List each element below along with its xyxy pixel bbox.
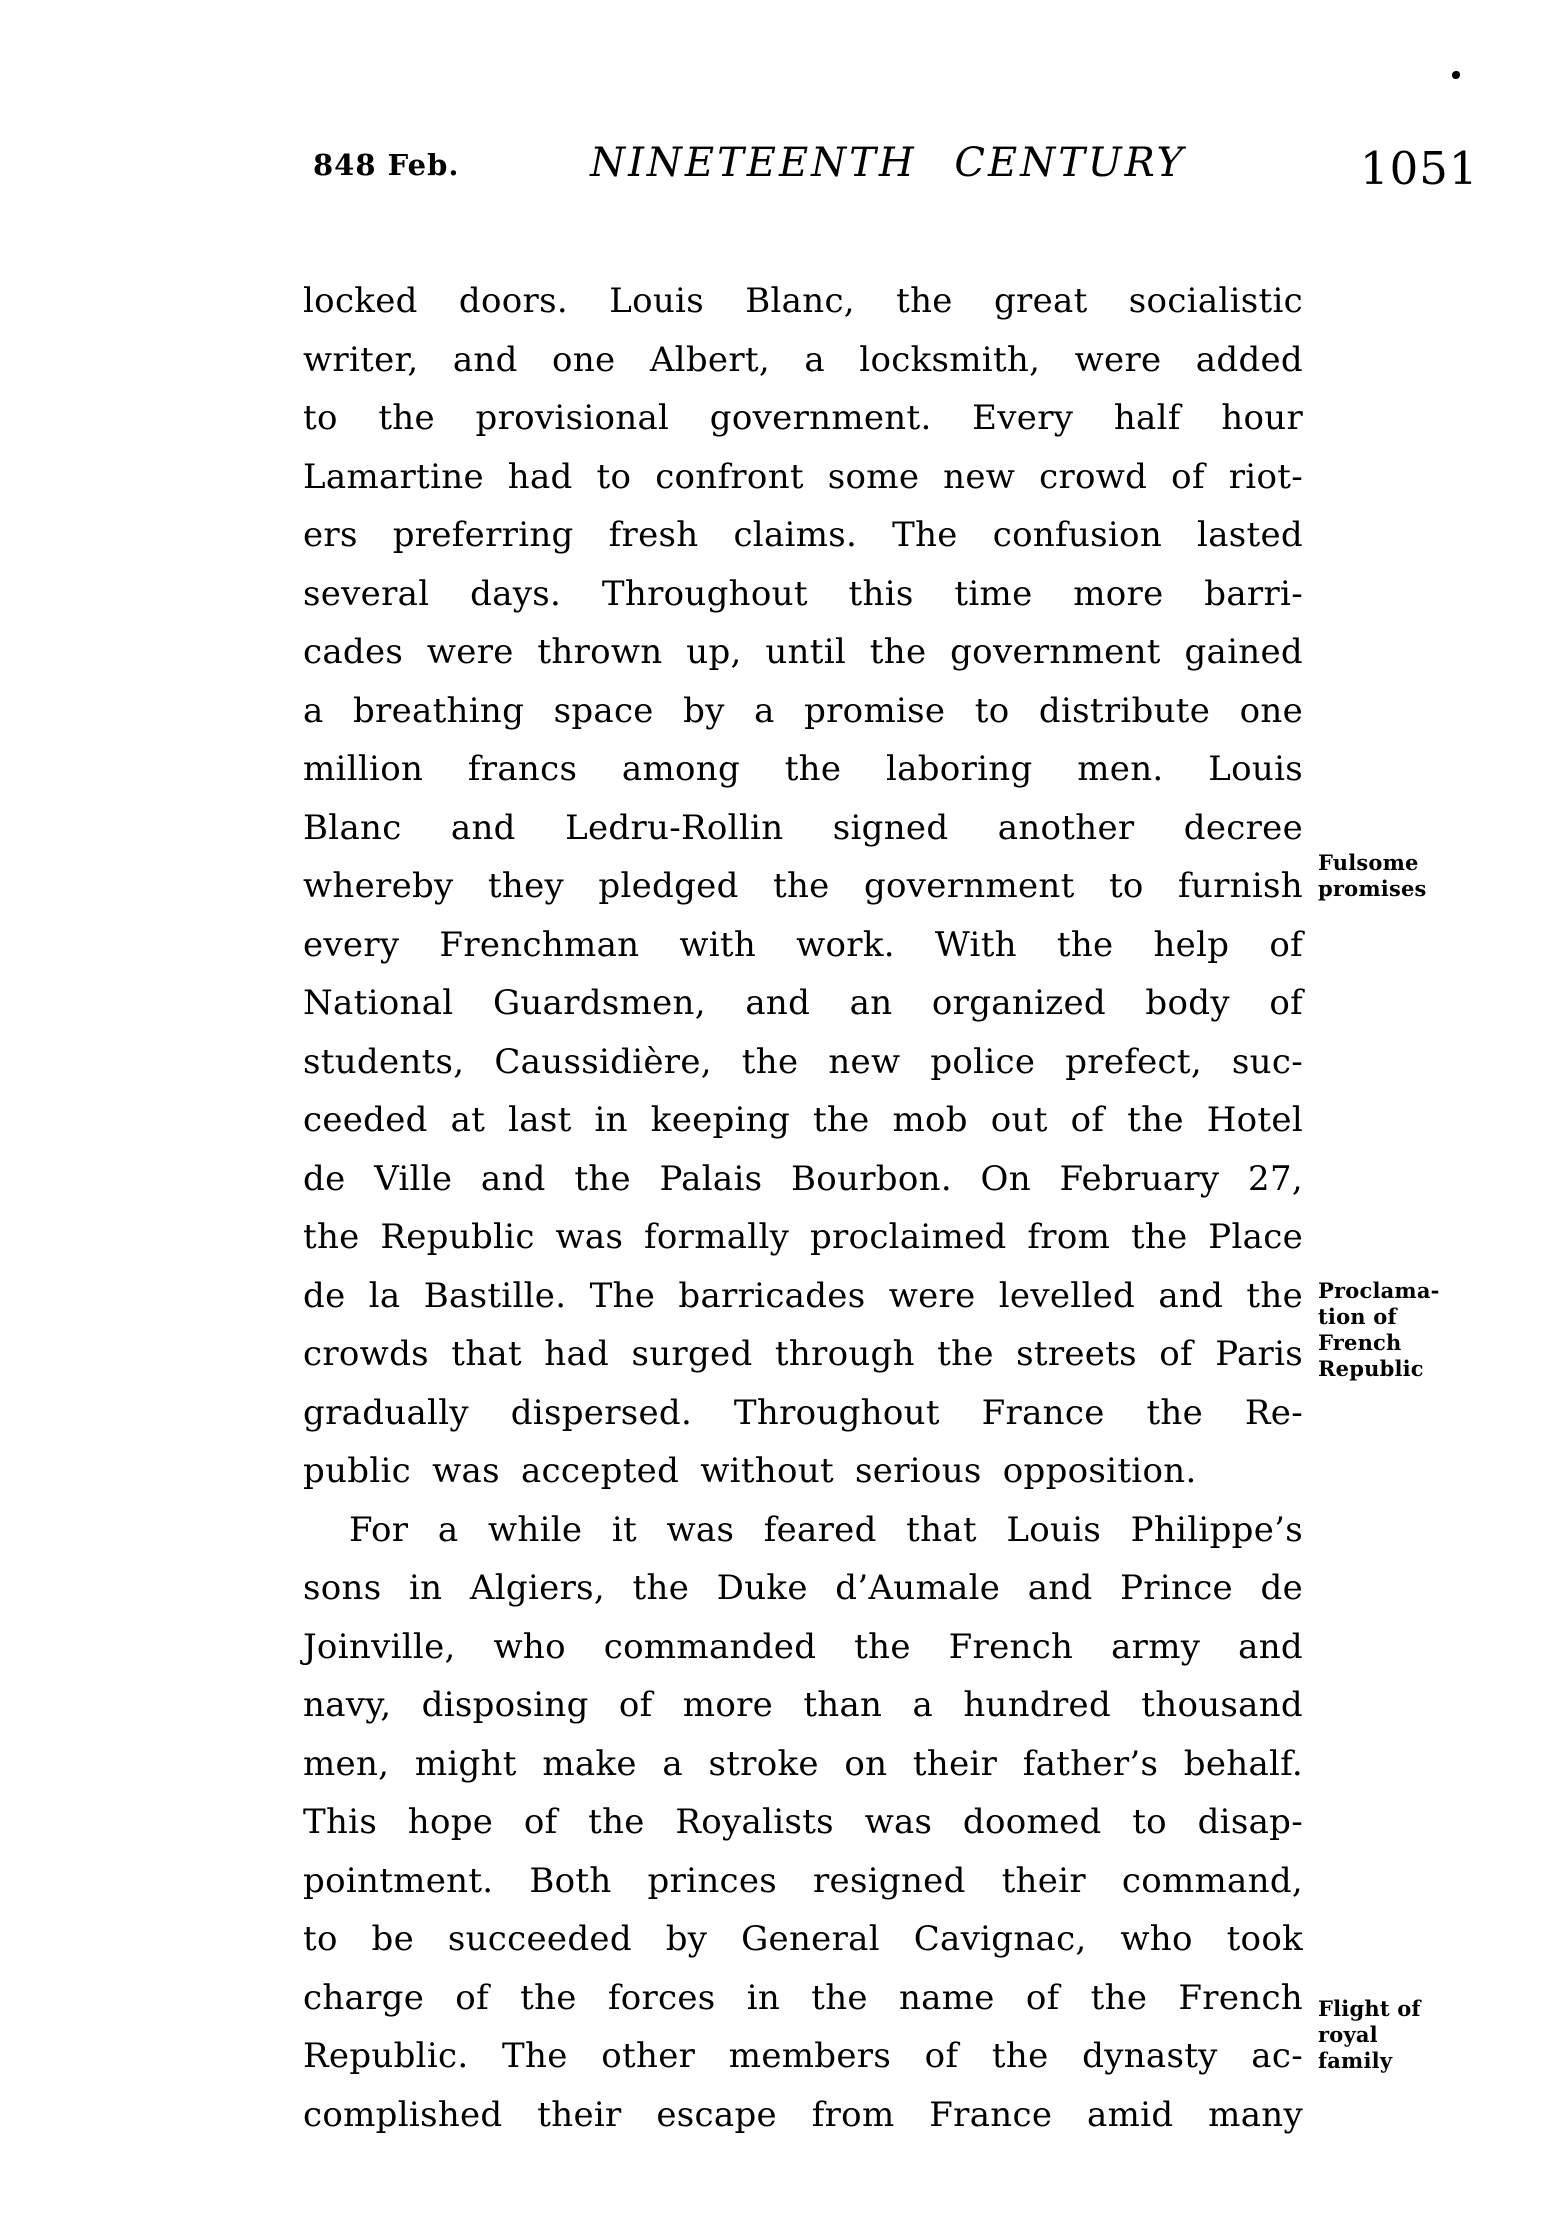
- text-line: whereby they pledged the government to furnish: [303, 866, 1303, 906]
- text-line: Joinville, who commanded the French army and: [303, 1626, 1303, 1667]
- margin-note-line: Fulsome: [1318, 850, 1419, 875]
- text-line: ers preferring fresh claims. The confusion lasted: [303, 515, 1303, 555]
- text-line: sons in Algiers, the Duke d’Aumale and Prince de: [303, 1568, 1303, 1608]
- text-line: Lamartine had to confront some new crowd of riot-: [303, 456, 1303, 497]
- text-line: Republic. The other members of the dynasty ac-: [303, 2036, 1303, 2076]
- text-line: a breathing space by a promise to distribute one: [303, 690, 1303, 731]
- text-line: writer, and one Albert, a locksmith, were added: [303, 339, 1303, 380]
- text-line: charge of the forces in the name of the French: [303, 1977, 1303, 2018]
- text-line: students, Caussidière, the new police prefect, suc-: [303, 1041, 1303, 1082]
- header-page-number: 1051: [1360, 142, 1479, 195]
- margin-note-line: family: [1318, 2048, 1393, 2073]
- text-line-paragraph-start: For a while it was feared that Louis Philippe’s: [349, 1509, 1303, 1550]
- text-line: to the provisional government. Every half hour: [303, 398, 1303, 438]
- margin-note-line: promises: [1318, 876, 1427, 901]
- text-line: every Frenchman with work. With the help of: [303, 924, 1303, 965]
- text-line: pointment. Both princes resigned their command,: [303, 1860, 1303, 1901]
- ink-speck: [1452, 71, 1460, 79]
- text-line: de la Bastille. The barricades were levelled and the: [303, 1275, 1303, 1316]
- text-line-paragraph-end: public was accepted without serious opposition.: [303, 1451, 1197, 1491]
- margin-note-line: royal: [1318, 2022, 1378, 2047]
- margin-note-fulsome-promises: [1318, 850, 1493, 902]
- text-line: navy, disposing of more than a hundred thousand: [303, 1685, 1303, 1725]
- text-line: several days. Throughout this time more barri-: [303, 573, 1303, 614]
- header-folio: 848 Feb.: [313, 148, 460, 182]
- text-line: Blanc and Ledru-Rollin signed another decree: [303, 807, 1303, 848]
- margin-note-proclamation-of-french-republic: [1318, 1278, 1493, 1382]
- text-line: locked doors. Louis Blanc, the great socialistic: [303, 281, 1303, 321]
- text-line: cades were thrown up, until the government gained: [303, 632, 1303, 672]
- margin-note-line: Proclama-: [1318, 1278, 1440, 1303]
- text-line: to be succeeded by General Cavignac, who took: [303, 1919, 1303, 1959]
- margin-note-line: Flight of: [1318, 1996, 1421, 2021]
- text-line: gradually dispersed. Throughout France the Re-: [303, 1392, 1303, 1433]
- text-line: million francs among the laboring men. Louis: [303, 749, 1303, 789]
- margin-note-line: tion of: [1318, 1304, 1397, 1329]
- text-line: the Republic was formally proclaimed from the Place: [303, 1217, 1303, 1257]
- text-line: men, might make a stroke on their father’s behalf.: [303, 1743, 1303, 1784]
- body-text-block: [303, 272, 1303, 2144]
- header-running-title: NINETEENTH CENTURY: [590, 140, 1186, 186]
- margin-note-flight-of-royal-family: [1318, 1996, 1493, 2074]
- text-line: crowds that had surged through the streets of Paris: [303, 1334, 1303, 1374]
- text-line: de Ville and the Palais Bourbon. On February 27,: [303, 1158, 1303, 1199]
- text-line: National Guardsmen, and an organized body of: [303, 983, 1303, 1023]
- text-line: ceeded at last in keeping the mob out of the Hotel: [303, 1100, 1303, 1140]
- text-line: complished their escape from France amid many: [303, 2094, 1303, 2135]
- margin-note-line: French: [1318, 1330, 1402, 1355]
- margin-note-line: Republic: [1318, 1356, 1424, 1381]
- text-line: This hope of the Royalists was doomed to disap-: [303, 1802, 1303, 1842]
